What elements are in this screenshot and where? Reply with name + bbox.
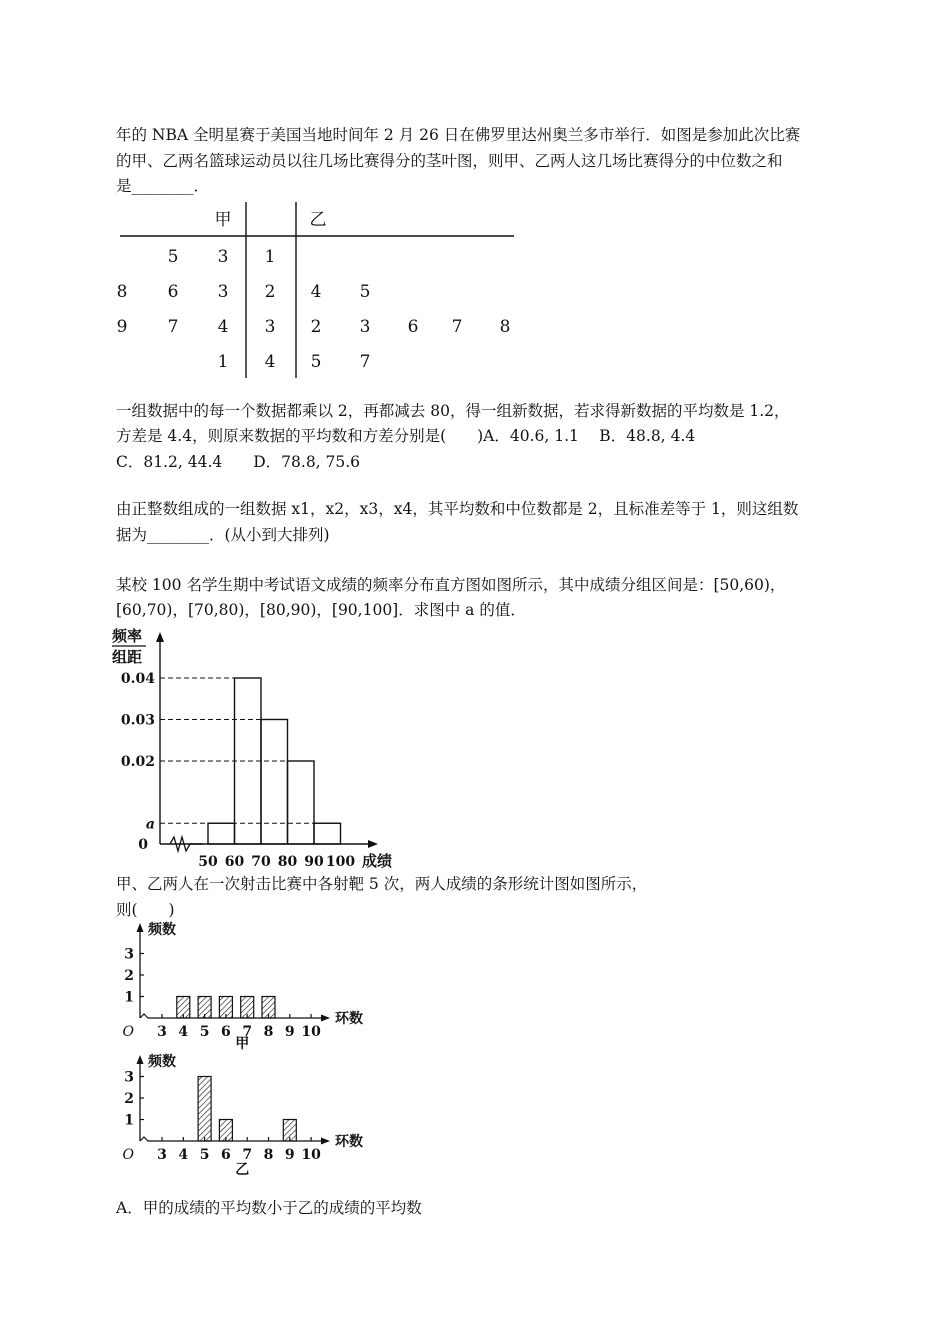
bar-y-tick-label: 1: [124, 1112, 134, 1129]
bar-axis-break: [140, 1137, 152, 1141]
stem-leaf-jia: 8: [116, 282, 128, 302]
stem-leaf-plot: [100, 200, 540, 385]
hist-y-tick-label: a: [145, 816, 155, 833]
bar-8: [262, 997, 275, 1019]
bar-axis-break: [140, 1014, 152, 1018]
stem-leaf-yi: 5: [359, 282, 371, 302]
bar-y-tick-label: 2: [124, 1091, 134, 1107]
stem-leaf-jia: 3: [217, 282, 229, 302]
bar-x-tick-label: 9: [284, 1024, 295, 1040]
bar-y-arrow: [137, 923, 144, 932]
q4-line-1: 某校 100 名学生期中考试语文成绩的频率分布直方图如图所示，其中成绩分组区间是：[50,60)，: [116, 576, 786, 594]
bar-x-arrow: [321, 1138, 330, 1145]
bar-4: [177, 997, 190, 1019]
hist-x-tick-label: 70: [251, 854, 271, 870]
bar-x-arrow: [321, 1015, 330, 1022]
stem-header-jia: 甲: [214, 210, 232, 230]
bar-xlabel: 环数: [335, 1134, 363, 1150]
q3-line-2: 据为________．(从小到大排列): [116, 526, 330, 544]
stem-leaf-yi: 6: [407, 317, 419, 337]
hist-xlabel: 成绩: [362, 852, 393, 870]
q5-option-a: A．甲的成绩的平均数小于乙的成绩的平均数: [116, 1199, 422, 1217]
bar-9: [283, 1120, 296, 1142]
q1-line-3: 是________．: [116, 177, 210, 195]
stem-leaf-jia: 9: [116, 317, 128, 337]
q2-line-1: 一组数据中的每一个数据都乘以 2，再都减去 80，得一组新数据，若求得新数据的平均数是 1.2，: [116, 402, 790, 420]
bar-y-tick-label: 2: [124, 968, 134, 984]
bar-y-arrow: [137, 1055, 144, 1064]
hist-y-tick-label: 0.03: [120, 712, 155, 729]
stem-leaf-yi: 7: [359, 352, 371, 372]
hist-x-tick-label: 50: [198, 854, 218, 870]
hist-y-arrow: [156, 632, 164, 642]
stem-value: 1: [264, 247, 276, 267]
bar-x-tick-label: 8: [263, 1024, 274, 1040]
hist-x-arrow: [368, 840, 378, 848]
hist-y-tick-label: 0.02: [120, 754, 155, 770]
q5-line-1: 甲、乙两人在一次射击比赛中各射靶 5 次，两人成绩的条形统计图如图所示，: [116, 875, 648, 893]
hist-x-tick-label: 60: [224, 854, 245, 870]
bar-x-tick-label: 9: [284, 1147, 295, 1163]
bar-y-tick-label: 1: [124, 989, 134, 1006]
bar-origin-label: O: [122, 1024, 134, 1040]
hist-x-tick-label: 80: [277, 854, 298, 870]
hist-x-tick-label: 100: [325, 854, 356, 870]
stem-value: 3: [264, 317, 276, 337]
bar-6: [219, 997, 232, 1019]
stem-leaf-jia: 6: [167, 282, 179, 302]
bar-7: [241, 997, 254, 1019]
bar-x-tick-label: 4: [178, 1147, 189, 1163]
hist-bar: [261, 720, 288, 845]
stem-leaf-yi: 5: [310, 352, 322, 372]
bar-xlabel: 环数: [335, 1011, 363, 1027]
q3-line-1: 由正整数组成的一组数据 x1，x2，x3，x4，其平均数和中位数都是 2，且标准差等于 1，则这组数: [116, 500, 799, 518]
hist-x-tick-label: 90: [304, 854, 324, 870]
bar-5: [198, 997, 211, 1019]
stem-leaf-yi: 2: [310, 317, 322, 337]
q2-line-2: 方差是 4.4，则原来数据的平均数和方差分别是( )A．40.6, 1.1 B．48.8, 4.4: [116, 427, 696, 445]
q1-line-2: 的甲、乙两名篮球运动员以往几场比赛得分的茎叶图，则甲、乙两人这几场比赛得分的中位数之和: [116, 152, 783, 170]
hist-bar: [208, 823, 235, 844]
stem-value: 2: [264, 282, 276, 302]
bar-6: [219, 1120, 232, 1142]
hist-ylabel-top: 频率: [112, 627, 143, 645]
bar-chart-jia: [115, 918, 380, 1050]
bar-x-tick-label: 6: [221, 1024, 231, 1040]
stem-leaf-yi: 4: [310, 282, 322, 302]
hist-bar: [288, 761, 315, 844]
stem-leaf-jia: 5: [167, 247, 179, 267]
bar-5: [198, 1077, 211, 1142]
stem-value: 4: [264, 352, 276, 372]
bar-origin-label: O: [122, 1147, 134, 1163]
stem-leaf-jia: 1: [217, 352, 229, 372]
stem-leaf-jia: 7: [167, 317, 179, 337]
q5-line-2: 则( ): [116, 901, 175, 919]
bar-x-tick-label: 6: [221, 1147, 231, 1163]
hist-origin-label: 0: [138, 837, 148, 853]
bar-chart-yi: [115, 1050, 380, 1178]
bar-y-tick-label: 3: [124, 946, 134, 963]
bar-x-tick-label: 10: [301, 1147, 321, 1163]
frequency-histogram: [110, 622, 410, 870]
bar-x-tick-label: 8: [263, 1147, 274, 1163]
stem-leaf-jia: 3: [217, 247, 229, 267]
bar-chart-title: 甲: [235, 1036, 250, 1052]
bar-x-tick-label: 5: [199, 1024, 210, 1040]
bar-y-tick-label: 3: [124, 1069, 134, 1086]
bar-ylabel: 频数: [148, 1054, 176, 1070]
hist-y-tick-label: 0.04: [120, 671, 155, 687]
bar-chart-title: 乙: [235, 1162, 250, 1178]
bar-x-tick-label: 3: [157, 1147, 167, 1163]
bar-x-tick-label: 7: [242, 1024, 253, 1040]
stem-leaf-jia: 4: [217, 317, 229, 337]
hist-ylabel-bottom: 组距: [112, 648, 143, 666]
bar-ylabel: 频数: [148, 922, 176, 938]
bar-x-tick-label: 5: [199, 1147, 210, 1163]
bar-x-tick-label: 7: [242, 1147, 253, 1163]
bar-x-tick-label: 3: [157, 1024, 167, 1040]
q1-line-1: 年的 NBA 全明星赛于美国当地时间年 2 月 26 日在佛罗里达州奥兰多市举行．如图是参加此次比赛: [116, 126, 801, 144]
bar-x-tick-label: 10: [301, 1024, 321, 1040]
stem-leaf-yi: 7: [451, 317, 463, 337]
bar-x-tick-label: 4: [178, 1024, 189, 1040]
stem-leaf-yi: 3: [359, 317, 371, 337]
q4-line-2: [60,70)，[70,80)，[80,90)，[90,100]．求图中 a 的值．: [116, 601, 526, 619]
q2-line-3: C．81.2, 44.4 D．78.8, 75.6: [116, 453, 361, 471]
stem-header-yi: 乙: [309, 210, 327, 230]
stem-leaf-yi: 8: [499, 317, 511, 337]
hist-bar: [314, 823, 341, 844]
